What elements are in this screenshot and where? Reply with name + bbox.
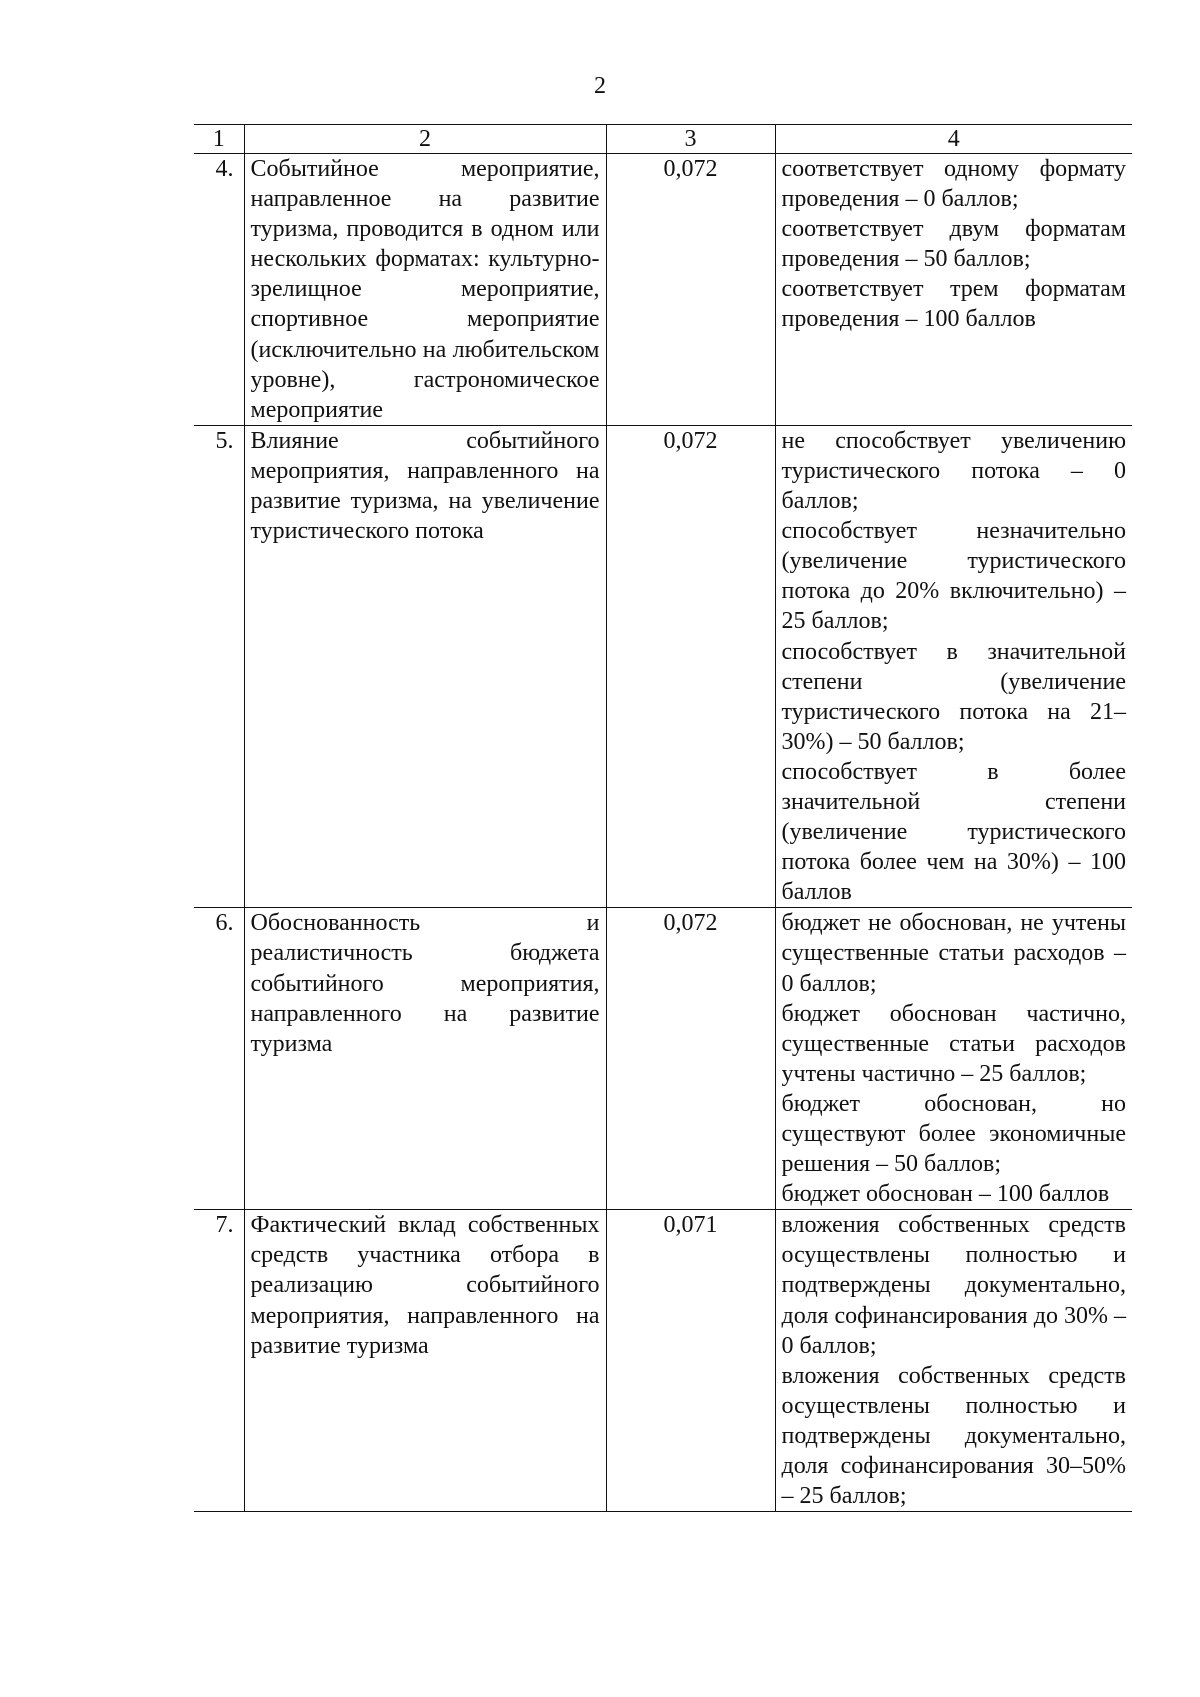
column-header: 3 [606, 125, 775, 154]
table-row [194, 908, 1132, 1210]
score-line: не способствует увеличению туристического потока – 0 баллов; [781, 427, 1126, 515]
score-cell [775, 908, 1132, 1210]
weight-cell: 0,072 [606, 425, 775, 908]
column-header: 2 [244, 125, 606, 154]
table-row [194, 425, 1132, 908]
score-line: соответствует одному формату проведения – 0 баллов; [781, 156, 1126, 213]
criterion-cell: Влияние событийного мероприятия, направленного на развитие туризма, на увеличение туристического потока [244, 425, 606, 908]
score-line: вложения собственных средств осуществлены полностью и подтверждены документально, доля софинансирования до 30% – 0 баллов; [781, 1212, 1126, 1359]
score-cell [775, 154, 1132, 426]
score-line: соответствует двум форматам проведения – 50 баллов; [781, 216, 1126, 273]
table-row [194, 154, 1132, 426]
criteria-table [194, 124, 1132, 1512]
score-line: бюджет обоснован – 100 баллов [781, 1181, 1110, 1208]
score-line: соответствует трем форматам проведения – 100 баллов [781, 276, 1126, 333]
column-header: 4 [775, 125, 1132, 154]
score-line: способствует незначительно (увеличение туристического потока до 20% включительно) – 25 баллов; [781, 518, 1126, 635]
score-line: бюджет не обоснован, не учтены существенные статьи расходов – 0 баллов; [781, 910, 1126, 997]
score-line: бюджет обоснован, но существуют более экономичные решения – 50 баллов; [781, 1090, 1126, 1178]
score-line: вложения собственных средств осуществлены полностью и подтверждены документально, доля софинансирования 30–50% – 25 баллов; [781, 1362, 1126, 1510]
page-number: 2 [594, 73, 606, 99]
row-number: 4. [194, 154, 244, 426]
row-number: 7. [194, 1210, 244, 1512]
score-line: способствует в значительной степени (увеличение туристического потока на 21–30%) – 50 баллов; [781, 638, 1126, 755]
weight-cell: 0,072 [606, 908, 775, 1210]
score-line: бюджет обоснован частично, существенные статьи расходов учтены частично – 25 баллов; [781, 1000, 1126, 1087]
score-cell [775, 1210, 1132, 1512]
column-header: 1 [194, 125, 244, 154]
criterion-cell: Фактический вклад собственных средств участника отбора в реализацию событийного мероприятия, направленного на развитие туризма [244, 1210, 606, 1512]
row-number: 6. [194, 908, 244, 1210]
table-row [194, 1210, 1132, 1512]
score-line: способствует в более значительной степени (увеличение туристического потока более чем на 30%) – 100 баллов [781, 758, 1126, 906]
weight-cell: 0,072 [606, 154, 775, 426]
score-cell [775, 425, 1132, 908]
row-number: 5. [194, 425, 244, 908]
weight-cell: 0,071 [606, 1210, 775, 1512]
table-header-row [194, 125, 1132, 154]
criterion-cell: Событийное мероприятие, направленное на развитие туризма, проводится в одном или нескольких форматах: культурно-зрелищное мероприятие, спортивное мероприятие (исключительно на любительском уровне), гастрономическое мероприятие [244, 154, 606, 426]
criterion-cell: Обоснованность и реалистичность бюджета событийного мероприятия, направленного на развитие туризма [244, 908, 606, 1210]
